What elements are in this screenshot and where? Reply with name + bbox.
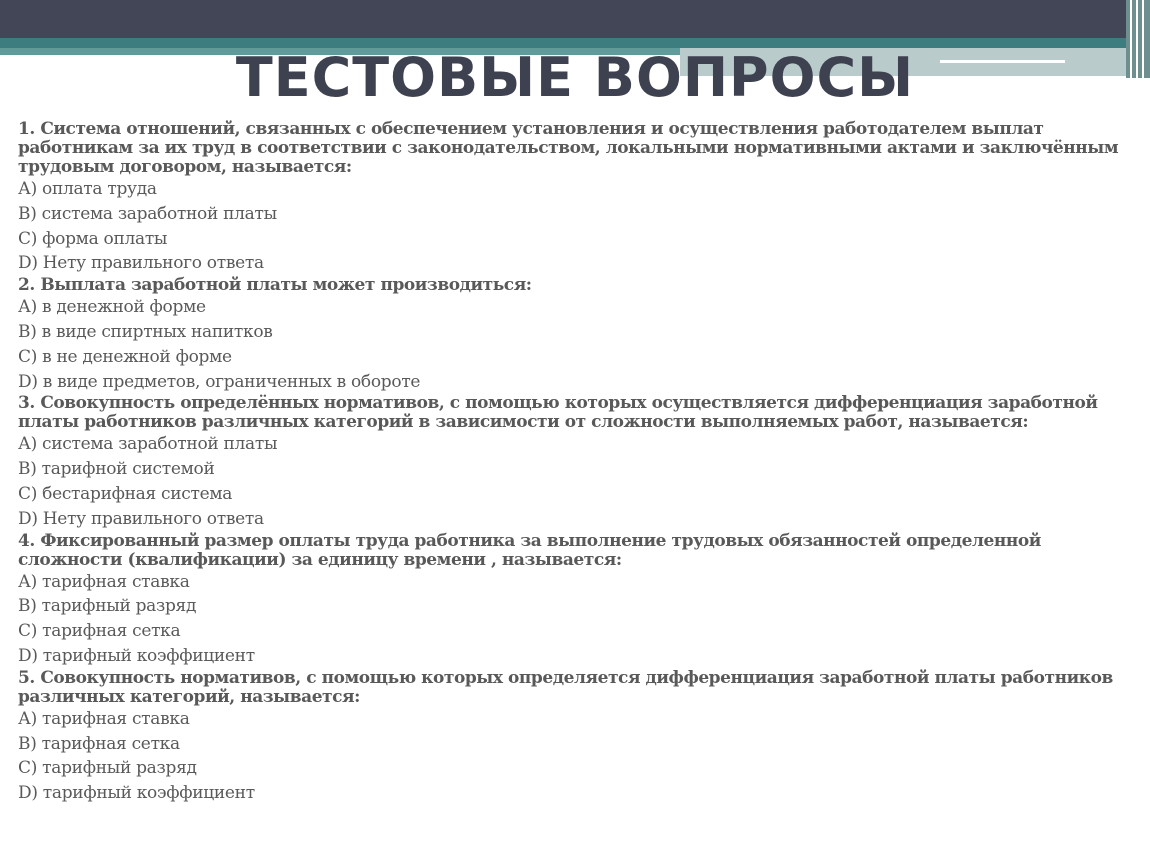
answer-option-a: А) в денежной форме [18,297,206,318]
answer-option-b: В) тарифной системой [18,459,215,480]
answer-option-a: А) тарифная ставка [18,708,190,729]
answer-option-d: D) в виде предметов, ограниченных в обороте [18,371,421,392]
answer-option-b: В) в виде спиртных напитков [18,321,273,342]
question-block-4 [18,532,1144,669]
answer-option-c: С) в не денежной форме [18,346,232,367]
questions-list [18,120,1144,806]
question-text: 4. Фиксированный размер оплаты труда работника за выполнение трудовых обязанностей определенной сложности (квалификации) за единицу времени , называется: [18,530,1041,570]
answer-option-c: С) бестарифная система [18,483,233,504]
question-text: 3. Совокупность определённых нормативов, с помощью которых осуществляется дифференциация заработной платы работников различных категорий в зависимости от сложности выполняемых работ, называется: [18,393,1098,433]
answer-option-b: В) тарифная сетка [18,733,180,754]
question-text: 5. Совокупность нормативов, с помощью которых определяется дифференциация заработной платы работников различных категорий, называется: [18,667,1113,707]
answer-option-b: В) тарифный разряд [18,596,197,617]
answer-option-d: D) тарифный коэффициент [18,645,255,666]
header-band-dark [0,0,1150,38]
question-block-5 [18,669,1144,806]
question-block-2 [18,276,1144,394]
answer-option-d: D) Нету правильного ответа [18,253,264,274]
answer-option-c: С) тарифный разряд [18,758,197,779]
answer-option-a: А) система заработной платы [18,434,278,455]
answer-option-a: А) оплата труда [18,179,157,199]
answer-option-b: В) система заработной платы [18,203,277,224]
question-text: 1. Система отношений, связанных с обеспечением установления и осуществления работодателем выплат работникам за их труд в соответствии с законодательством, локальными нормативными актами и заключённым трудовым договором, называется: [18,119,1119,177]
answer-option-c: С) форма оплаты [18,228,168,249]
answer-option-d: D) Нету правильного ответа [18,508,264,529]
question-text: 2. Выплата заработной платы может производиться: [18,275,532,296]
answer-option-a: А) тарифная ставка [18,571,190,592]
question-block-1 [18,120,1144,276]
slide-title: ТЕСТОВЫЕ ВОПРОСЫ [235,46,915,109]
answer-option-d: D) тарифный коэффициент [18,783,255,804]
question-block-3 [18,394,1144,531]
answer-option-c: С) тарифная сетка [18,621,181,642]
